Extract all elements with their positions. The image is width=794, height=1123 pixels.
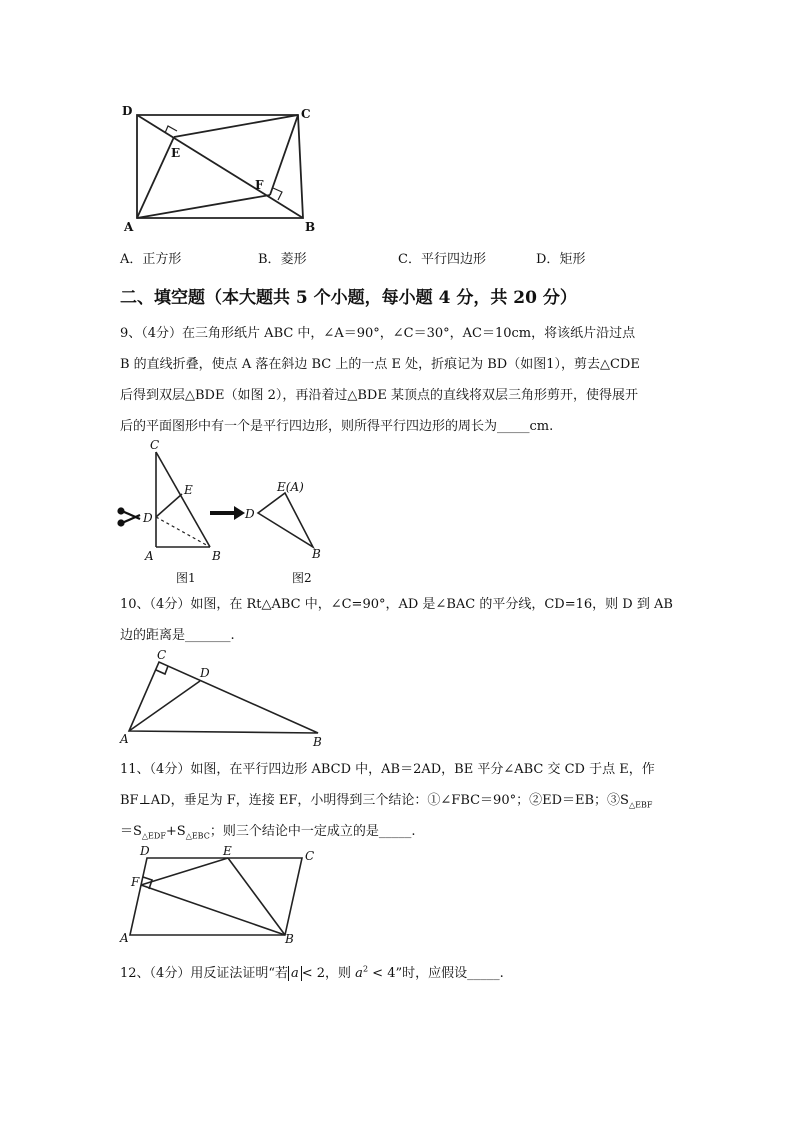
- q11-text-line-2: BF⊥AD，垂足为 F，连接 EF，小明得到三个结论：①∠FBC＝90°；②ED＝EB；$③S_{\triangle EBF}$: [120, 793, 653, 810]
- q10-label-A: A: [120, 732, 129, 746]
- q11-label-D: D: [140, 844, 150, 858]
- q9-fig2-label-B: B: [312, 547, 321, 561]
- q9-fig1-label-E: E: [184, 483, 193, 497]
- q8-figure: [115, 100, 330, 240]
- q10-label-C: C: [157, 648, 167, 662]
- q11-label-B: B: [285, 932, 294, 946]
- q11-text-line-3: $=S_{\triangle EDF}+S_{\triangle EBC}$；则三个结论中一定成立的是_____.: [120, 824, 416, 841]
- q10-figure: [115, 645, 330, 750]
- arrow-right-icon: [210, 506, 245, 520]
- q8-label-D: D: [122, 104, 133, 118]
- q9-fig1-label-B: B: [212, 549, 221, 563]
- q8-option-a[interactable]: A．正方形: [120, 252, 182, 267]
- q12-text-line: 12、（4分）用反证法证明“若 a < 2，则 $a^2 < 4$”时，应假设_____.: [120, 964, 504, 981]
- q9-text-line-4: 后的平面图形中有一个是平行四边形，则所得平行四边形的周长为_____cm.: [120, 419, 554, 434]
- q11-text-line-1: 11、（4分）如图，在平行四边形 ABCD 中，AB＝2AD，BE 平分∠ABC 交 CD 于点 E，作: [120, 762, 655, 777]
- q9-text-line-3: 后得到双层△BDE（如图 2），再沿着过△BDE 某顶点的直线将双层三角形剪开，使得展开: [120, 388, 638, 403]
- q11-label-E: E: [223, 844, 232, 858]
- q8-label-E: E: [171, 146, 181, 160]
- q10-label-D: D: [200, 666, 210, 680]
- q9-fig1-label-C: C: [150, 438, 160, 452]
- q9-fig1-label-A: A: [145, 549, 154, 563]
- q9-fig2-caption: 图2: [292, 571, 312, 585]
- q9-figure-2: [205, 475, 335, 570]
- q9-fig1-label-D: D: [143, 511, 153, 525]
- q9-fig2-label-EA: E(A): [277, 480, 304, 494]
- q9-fig2-label-D: D: [245, 507, 255, 521]
- q8-option-b[interactable]: B．菱形: [258, 252, 307, 267]
- abs-value-a: a: [288, 966, 302, 981]
- q10-label-B: B: [313, 735, 322, 749]
- scissors-icon: [119, 509, 141, 526]
- q11-label-F: F: [131, 875, 140, 889]
- q8-option-c[interactable]: C．平行四边形: [398, 252, 486, 267]
- q9-text-line-2: B 的直线折叠，使点 A 落在斜边 BC 上的一点 E 处，折痕记为 BD（如图1），剪去△CDE: [120, 357, 640, 372]
- q11-label-A: A: [120, 931, 129, 945]
- q9-fig1-caption: 图1: [176, 571, 196, 585]
- q8-label-A: A: [124, 220, 134, 234]
- q8-label-C: C: [301, 107, 311, 121]
- q8-option-d[interactable]: D．矩形: [536, 252, 586, 267]
- q9-text-line-1: 9、（4分）在三角形纸片 ABC 中，∠A＝90°，∠C＝30°，AC＝10cm，将该纸片沿过点: [120, 326, 636, 341]
- q10-text-line-2: 边的距离是_______.: [120, 628, 235, 643]
- q8-label-F: F: [255, 178, 264, 192]
- q11-label-C: C: [305, 849, 315, 863]
- q10-text-line-1: 10、（4分）如图，在 Rt△ABC 中，∠C=90°，AD 是∠BAC 的平分线，CD=16，则 D 到 AB: [120, 597, 673, 612]
- q11-figure: [115, 840, 340, 945]
- section2-heading: 二、填空题（本大题共 5 个小题，每小题 4 分，共 20 分）: [120, 288, 577, 308]
- q8-label-B: B: [305, 220, 316, 234]
